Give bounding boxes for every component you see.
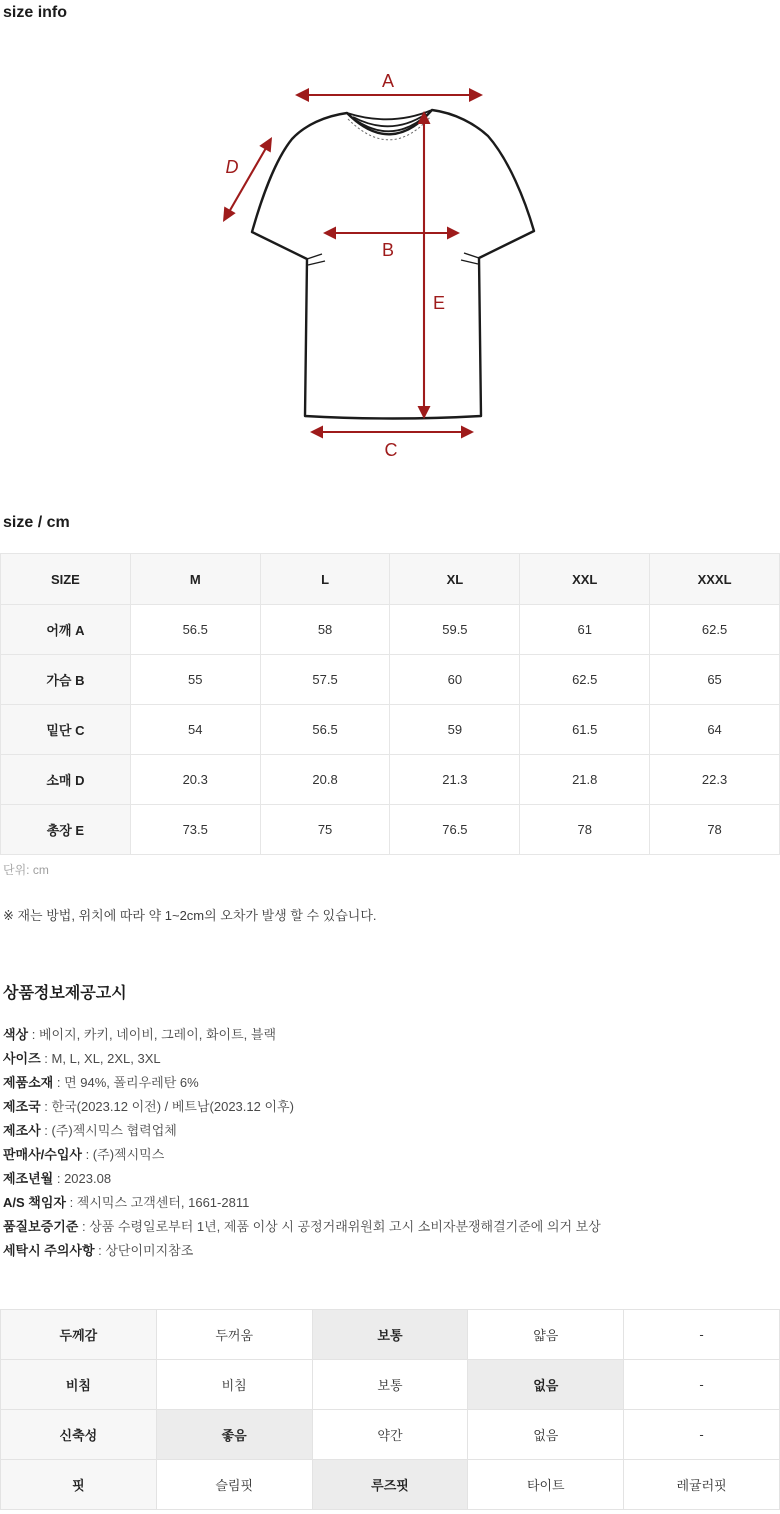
- attribute-row: [1, 1310, 780, 1360]
- size-value-cell: 64: [650, 705, 780, 755]
- product-info-value: : M, L, XL, 2XL, 3XL: [40, 1051, 161, 1066]
- attribute-option-selected: 보통: [312, 1310, 468, 1360]
- size-value-cell: 59: [390, 705, 520, 755]
- size-column-header: L: [260, 554, 390, 605]
- size-value-cell: 55: [130, 655, 260, 705]
- attribute-option: 보통: [312, 1360, 468, 1410]
- attribute-option: 슬림핏: [156, 1460, 312, 1510]
- size-column-header: XXXL: [650, 554, 780, 605]
- product-info-item: [3, 1191, 777, 1215]
- size-value-cell: 78: [520, 805, 650, 855]
- product-info-item: [3, 1215, 777, 1239]
- product-info-label: 판매사/수입사: [3, 1147, 82, 1162]
- product-info-label: 세탁시 주의사항: [3, 1243, 95, 1258]
- size-table-row: [1, 805, 780, 855]
- product-info-item: [3, 1023, 777, 1047]
- product-info-item: [3, 1143, 777, 1167]
- attribute-label: 신축성: [1, 1410, 157, 1460]
- size-value-cell: 57.5: [260, 655, 390, 705]
- product-info-value: : (주)젝시믹스 협력업체: [40, 1123, 177, 1138]
- product-info-section: [3, 980, 777, 1263]
- size-column-header: M: [130, 554, 260, 605]
- measure-tolerance-note: ※ 재는 방법, 위치에 따라 약 1~2cm의 오차가 발생 할 수 있습니다.: [3, 908, 377, 923]
- product-info-item: [3, 1071, 777, 1095]
- product-info-value: : 상품 수령일로부터 1년, 제품 이상 시 공정거래위원회 고시 소비자분쟁해결기준에 의거 보상: [78, 1219, 601, 1234]
- product-info-label: 색상: [3, 1027, 29, 1042]
- size-value-cell: 59.5: [390, 605, 520, 655]
- size-row-label: 밑단 C: [1, 705, 131, 755]
- product-info-title: 상품정보제공고시: [3, 985, 127, 1002]
- size-value-cell: 61: [520, 605, 650, 655]
- size-value-cell: 62.5: [650, 605, 780, 655]
- attribute-option: 얇음: [468, 1310, 624, 1360]
- product-info-value: : (주)젝시믹스: [81, 1147, 165, 1162]
- product-info-item: [3, 1095, 777, 1119]
- product-info-list: [3, 1023, 777, 1263]
- product-info-label: A/S 책임자: [3, 1195, 66, 1210]
- size-value-cell: 75: [260, 805, 390, 855]
- attribute-table: [0, 1309, 780, 1510]
- attribute-option: -: [624, 1410, 780, 1460]
- product-info-label: 제조년월: [3, 1171, 54, 1186]
- product-info-value: : 상단이미지참조: [94, 1243, 194, 1258]
- product-info-value: : 2023.08: [53, 1171, 112, 1186]
- product-info-item: [3, 1047, 777, 1071]
- attribute-option: 없음: [468, 1410, 624, 1460]
- product-info-item: [3, 1119, 777, 1143]
- product-info-label: 품질보증기준: [3, 1219, 79, 1234]
- size-value-cell: 58: [260, 605, 390, 655]
- label-c: C: [384, 440, 398, 460]
- size-row-label: 어깨 A: [1, 605, 131, 655]
- label-a: A: [381, 71, 395, 91]
- label-d: D: [225, 157, 239, 177]
- size-column-header: SIZE: [1, 554, 131, 605]
- attribute-row: [1, 1360, 780, 1410]
- attribute-label: 두께감: [1, 1310, 157, 1360]
- size-row-label: 총장 E: [1, 805, 131, 855]
- size-table-header-row: [1, 554, 780, 605]
- size-row-label: 가슴 B: [1, 655, 131, 705]
- attribute-label: 비침: [1, 1360, 157, 1410]
- attribute-option: 약간: [312, 1410, 468, 1460]
- attribute-row: [1, 1460, 780, 1510]
- size-table-row: [1, 755, 780, 805]
- tshirt-drawing: [252, 110, 534, 419]
- attribute-option-selected: 루즈핏: [312, 1460, 468, 1510]
- attribute-option: -: [624, 1310, 780, 1360]
- attribute-option-selected: 없음: [468, 1360, 624, 1410]
- product-info-value: : 면 94%, 폴리우레탄 6%: [53, 1075, 199, 1090]
- unit-note: 단위: cm: [3, 863, 49, 877]
- size-value-cell: 22.3: [650, 755, 780, 805]
- size-column-header: XL: [390, 554, 520, 605]
- label-e: E: [433, 293, 446, 313]
- tshirt-measurement-diagram: [195, 60, 585, 470]
- attribute-option: -: [624, 1360, 780, 1410]
- size-value-cell: 62.5: [520, 655, 650, 705]
- product-info-label: 제품소재: [3, 1075, 54, 1090]
- size-column-header: XXL: [520, 554, 650, 605]
- product-info-item: [3, 1167, 777, 1191]
- product-info-value: : 베이지, 카키, 네이비, 그레이, 화이트, 블랙: [28, 1027, 277, 1042]
- attribute-option: 두꺼움: [156, 1310, 312, 1360]
- product-info-item: [3, 1239, 777, 1263]
- size-value-cell: 21.3: [390, 755, 520, 805]
- size-value-cell: 78: [650, 805, 780, 855]
- size-value-cell: 56.5: [260, 705, 390, 755]
- attribute-option-selected: 좋음: [156, 1410, 312, 1460]
- size-info-heading: size info: [3, 4, 68, 21]
- size-table-row: [1, 605, 780, 655]
- attribute-option: 레귤러핏: [624, 1460, 780, 1510]
- size-cm-heading: size / cm: [3, 514, 70, 531]
- size-value-cell: 56.5: [130, 605, 260, 655]
- product-info-label: 제조국: [3, 1099, 41, 1114]
- size-value-cell: 73.5: [130, 805, 260, 855]
- size-value-cell: 20.3: [130, 755, 260, 805]
- attribute-label: 핏: [1, 1460, 157, 1510]
- size-table-row: [1, 655, 780, 705]
- attribute-option: 비침: [156, 1360, 312, 1410]
- attribute-option: 타이트: [468, 1460, 624, 1510]
- size-table: [0, 553, 780, 855]
- product-info-label: 제조사: [3, 1123, 41, 1138]
- size-value-cell: 65: [650, 655, 780, 705]
- product-info-value: : 젝시믹스 고객센터, 1661-2811: [65, 1195, 250, 1210]
- size-value-cell: 21.8: [520, 755, 650, 805]
- size-table-row: [1, 705, 780, 755]
- size-value-cell: 54: [130, 705, 260, 755]
- attribute-row: [1, 1410, 780, 1460]
- product-info-label: 사이즈: [3, 1051, 41, 1066]
- size-value-cell: 76.5: [390, 805, 520, 855]
- size-value-cell: 60: [390, 655, 520, 705]
- size-row-label: 소매 D: [1, 755, 131, 805]
- size-value-cell: 61.5: [520, 705, 650, 755]
- product-info-value: : 한국(2023.12 이전) / 베트남(2023.12 이후): [40, 1099, 294, 1114]
- label-b: B: [381, 240, 395, 260]
- size-value-cell: 20.8: [260, 755, 390, 805]
